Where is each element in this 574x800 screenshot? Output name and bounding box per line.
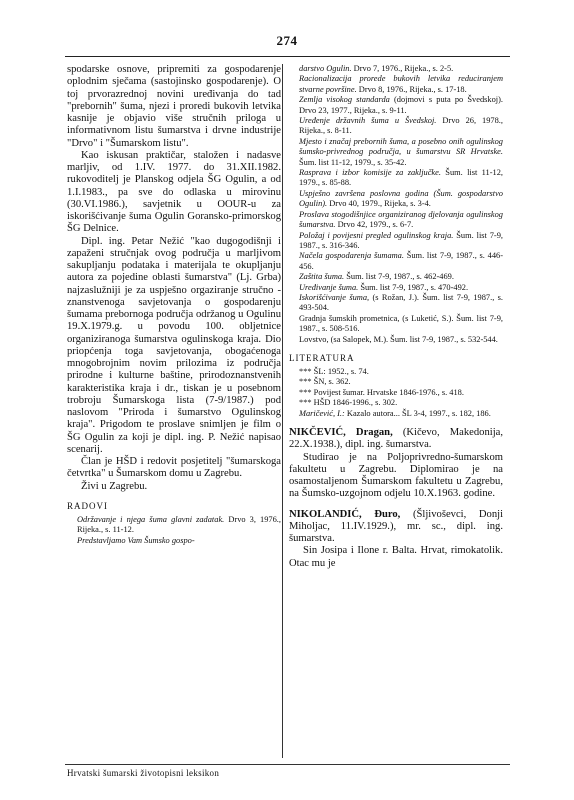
reference-item [289, 283, 503, 293]
reference-details: Drvo 42, 1979., s. 6-7. [335, 220, 414, 230]
paragraph: Studirao je na Poljoprivredno-šumarskom fakultetu u Zagrebu. Diplomirao je na osamostaljenom Šumarskom fakultetu u Zagrebu, na Šumsko-uzgojnom odjelu 10.X.1963. godine. [289, 451, 503, 500]
paragraph: Dipl. ing. Petar Nežić "kao dugogodišnji i zapaženi stručnjak ovog područja u marljivom sakupljanju podataka i materijala te okupljanju autora za pojedine oblasti šumarstva" (Lj. Grba) najzaslužniji je za uspješno orgaziranje stručno - znanstvenoga savjetovanja o gospodarenju šumama prebornoga područja održanog u Ogulinu 19.X.1979.g. u povodu 100. obljetnice organiziranoga šumarstva ogulinskoga kraja. Dio priopćenja toga savjetovanja, obogaćenoga mnogobrojnim novim prilozima iz područja prirodne i kulturne baštine, prirodoznanstvenih karakteristika kraja i dr., tiskan je u posebnom trobroju Šumarskoga lista (7-9/1987.) pod naslovom "Priroda i šumarstvo Ogulinskog kraja". Prigodom te proslave snimljen je film o ŠG Ogulin za koji je dipl. ing. P. Nežić napisao scenarij. [67, 235, 281, 455]
reference-item [289, 272, 503, 282]
entry-header [289, 509, 503, 546]
reference-item [289, 388, 503, 398]
reference-item [289, 293, 503, 314]
left-column [67, 64, 281, 546]
works-list [289, 64, 503, 345]
reference-details: Šum. list 7-9, 1987., s. 470-492. [358, 282, 469, 292]
reference-title: Racionalizacija prorede bukovih letvika reduciranjem stvarne površine. [299, 74, 503, 94]
reference-details: Drvo 26, 1978., Rijeka., s. 8-11. [299, 116, 503, 136]
paragraph: spodarske osnove, pripremiti za gospodarenje oplodnim sječama (sastojinsko gospodarenje). O toj prvorazrednoj novini uređivanja do tad "prebornih" šuma, njezi i proredi bukovih letvika kasnije je objavio više stručnih priloga u informativnom listu šumarstva i drvne industrije "Drvo" i "Šumarskom listu". [67, 64, 281, 149]
reference-details: Drvo 40, 1979., Rijeka, s. 3-4. [327, 199, 431, 209]
reference-title: Zaštita šuma. [299, 272, 345, 282]
reference-item [67, 536, 281, 546]
reference-item [289, 251, 503, 272]
entry-intro: (Kičevo, Makedonija, 22.X.1938.), dipl. ing. šumarstva. [289, 427, 503, 451]
reference-item [289, 409, 503, 419]
reference-title: Mjesto i značaj prebornih šuma, a posebno onih ogulinskog šumsko-privrednog područja, u šumarstvu SR Hrvatske. [299, 136, 503, 157]
works-heading: RADOVI [67, 500, 108, 511]
reference-details: Lovstvo, (sa Salopek, M.). Šum. list 7-9, 1987., s. 532-544. [299, 334, 498, 344]
reference-details: (s Rožan, J.). Šum. list 7-9, 1987., s. 493-504. [299, 292, 504, 313]
reference-details: Šum. list 11-12, 1979., s. 35-42. [299, 157, 407, 167]
entry-header [289, 427, 503, 452]
reference-details: Šum. list 7-9, 1987., s. 446-456. [299, 251, 503, 271]
reference-title: Održavanje i njega šuma glavni zadatak. [77, 514, 225, 524]
reference-item [289, 116, 503, 137]
reference-details: *** ŠL: 1952., s. 74. [299, 366, 369, 376]
reference-item [289, 335, 503, 345]
column-divider [282, 64, 283, 758]
reference-title: Načela gospodarenja šumama. [299, 251, 404, 261]
entry-name: NIKOLANDIĆ, Đuro, [289, 508, 401, 520]
works-list [67, 515, 281, 546]
reference-title: Iskorišćivanje šuma, [299, 292, 370, 302]
paragraph: Sin Josipa i Ilone r. Balta. Hrvat, rimokatolik. Otac mu je [289, 545, 503, 569]
footer: Hrvatski šumarski životopisni leksikon [67, 768, 220, 778]
reference-title: Položaj i povijesni pregled ogulinskog kraja. [299, 230, 454, 240]
reference-item [289, 64, 503, 74]
reference-title: Proslava stogodišnjice organiziranog djelovanja ogulinskog šumarstva. [299, 209, 503, 230]
reference-details: *** Povijest šumar. Hrvatske 1846-1976., s. 418. [299, 387, 464, 397]
reference-details: (dojmovi s puta po Švedskoj). Drvo 23, 1977., Rijeka., s. 9-11. [299, 95, 503, 115]
literature-heading: LITERATURA [289, 352, 355, 363]
reference-details: *** HŠD 1846-1996., s. 302. [299, 398, 398, 408]
reference-details: Drvo 8, 1976., Rijeka., s. 17-18. [356, 84, 467, 94]
reference-details: Kazalo autora... ŠL 3-4, 1997., s. 182, 186. [344, 408, 491, 418]
reference-details: Gradnja šumskih prometnica, (s Luketić, S.). Šum. list 7-9, 1987., s. 508-516. [299, 313, 503, 334]
reference-title: Zemlja visokog standarda [299, 95, 390, 105]
reference-details: Šum. list 7-9, 1987., s. 316-346. [299, 230, 503, 250]
reference-item [289, 398, 503, 408]
paragraph: Živi u Zagrebu. [81, 480, 148, 492]
footer-rule [65, 764, 510, 765]
reference-title: Predstavljamo Vam Šumsko gospo- [77, 535, 195, 545]
header-rule [65, 56, 510, 57]
reference-details: Šum. list 7-9, 1987., s. 462-469. [344, 272, 454, 282]
reference-title: Uređivanje šuma. [299, 282, 359, 292]
reference-item [289, 231, 503, 252]
reference-details: Šum. list 11-12, 1979., s. 85-88. [299, 168, 504, 188]
reference-details: *** ŠN, s. 362. [299, 377, 351, 387]
reference-item [289, 377, 503, 387]
entry-name: NIKČEVIĆ, Dragan, [289, 427, 393, 438]
reference-item [289, 137, 503, 168]
page-number: 274 [276, 33, 298, 48]
entries [289, 427, 503, 570]
reference-item [67, 515, 281, 536]
reference-item [289, 74, 503, 95]
reference-item [289, 189, 503, 210]
reference-item [289, 210, 503, 231]
reference-details: Drvo 7, 1976., Rijeka., s. 2-5. [351, 64, 454, 73]
paragraph: Član je HŠD i redovit posjetitelj "šumarskoga četvrtka" u Šumarskom domu u Zagrebu. [67, 456, 281, 480]
literature-list [289, 367, 503, 419]
reference-item [289, 314, 503, 335]
paragraph: Kao iskusan praktičar, staložen i nadasve marljiv, od 1.IV. 1977. do 31.XII.1982. rukovoditelj je Planskog odjela ŠG Ogulin, a od 1.I.1983., pa sve do odlaska u mirovinu (30.VI.1986.), savjetnik u OOUR-u za iskorišćivanje šuma Ogulin Goransko-primorskog ŠG Delnice. [67, 149, 281, 235]
entry-intro: (Šljivoševci, Donji Miholjac, 11.IV.1929.), mr. sc., dipl. ing. šumarstva. [289, 508, 504, 544]
reference-item [289, 367, 503, 377]
reference-title: Uspješno završena poslovna godina (Šum. gospodarstvo Ogulin). [299, 188, 503, 209]
reference-item [289, 168, 503, 189]
reference-title: Uređenje državnih šuma u Švedskoj. [299, 116, 437, 126]
reference-details: Drvo 3, 1976., Rijeka., s. 11-12. [77, 514, 281, 535]
right-column [289, 64, 503, 570]
reference-title: darstvo Ogulin. [299, 64, 352, 73]
reference-title: Rasprava i izbor komisije za zaključke. [299, 168, 441, 178]
reference-title: Maričević, I.: [299, 408, 345, 418]
reference-item [289, 95, 503, 116]
